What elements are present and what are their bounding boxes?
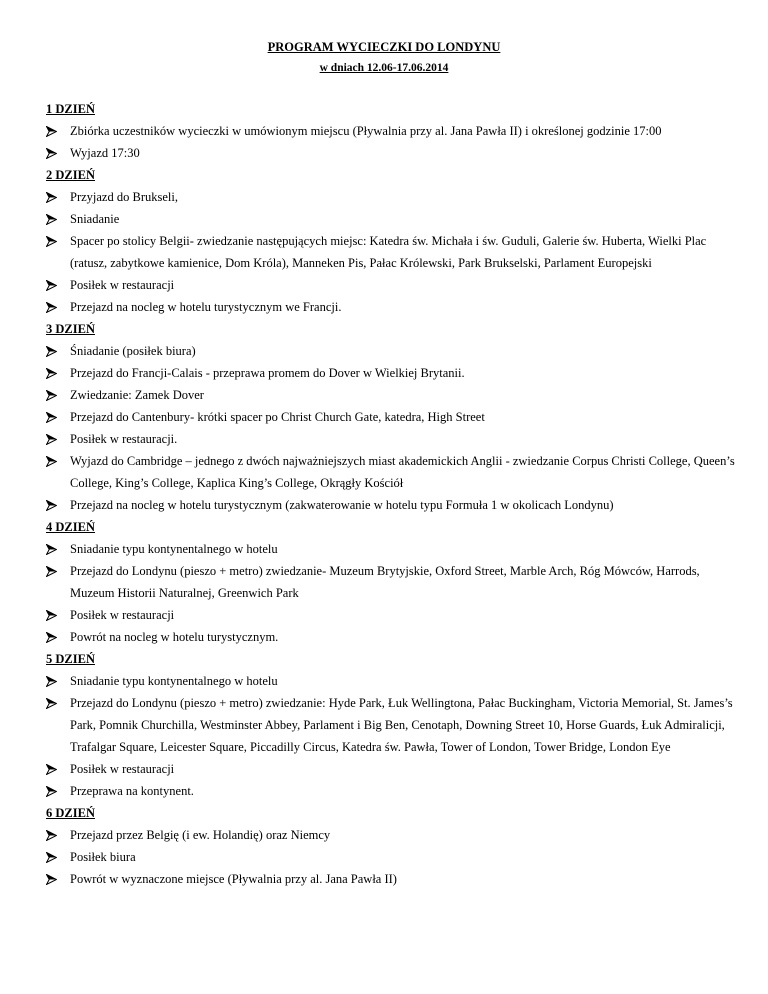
day-heading: 4 DZIEŃ [46,520,95,534]
list-item [46,626,736,648]
list-item [46,494,736,516]
day-section [46,516,736,648]
document-date-line: w dniach 12.06-17.06.2014 [319,62,449,74]
arrow-bullet-icon [46,362,70,384]
list-item-text: Powrót w wyznaczone miejsce (Pływalnia przy al. Jana Pawła II) [70,872,397,886]
list-item [46,428,736,450]
day-heading: 2 DZIEŃ [46,168,95,182]
arrow-bullet-icon [46,824,70,846]
arrow-bullet-icon [46,780,70,802]
day-section [46,164,736,318]
list-item-text: Przeprawa na kontynent. [70,784,194,798]
list-item [46,208,736,230]
arrow-bullet-icon [46,142,70,164]
list-item [46,868,736,890]
list-item-text: Sniadanie typu kontynentalnego w hotelu [70,674,278,688]
arrow-bullet-icon [46,406,70,428]
day-section [46,318,736,516]
list-item-text: Posiłek w restauracji. [70,432,178,446]
list-item-text: Spacer po stolicy Belgii- zwiedzanie następujących miejsc: Katedra św. Michała i św. Guduli, Galerie św. Huberta, Wielki Plac (ratusz, zabytkowe kamienice, Dom Króla), Manneken Pis, Pałac Królewski, Park Brukselski, Parlament Europejski [70,234,707,270]
list-item [46,846,736,868]
list-item-text: Posiłek w restauracji [70,608,175,622]
list-item [46,362,736,384]
list-item-text: Przejazd do Cantenbury- krótki spacer po Christ Church Gate, katedra, High Street [70,410,485,424]
list-item [46,230,736,274]
arrow-bullet-icon [46,428,70,450]
arrow-bullet-icon [46,120,70,142]
arrow-bullet-icon [46,626,70,648]
arrow-bullet-icon [46,868,70,890]
day-section [46,648,736,802]
list-item [46,758,736,780]
list-item [46,450,736,494]
list-item-text: Przejazd na nocleg w hotelu turystycznym (zakwaterowanie w hotelu typu Formuła 1 w okolicach Londynu) [70,498,614,512]
arrow-bullet-icon [46,494,70,516]
arrow-bullet-icon [46,538,70,560]
list-item-text: Przejazd do Francji-Calais - przeprawa promem do Dover w Wielkiej Brytanii. [70,366,465,380]
list-item-text: Sniadanie [70,212,120,226]
list-item-text: Przejazd do Londynu (pieszo + metro) zwiedzanie: Hyde Park, Łuk Wellingtona, Pałac Buckingham, Victoria Memorial, St. James’s Park, Pomnik Churchilla, Westminster Abbey, Parlament i Big Ben, Cenotaph, Downing Street 10, Horse Guards, Łuk Admiralicji, Trafalgar Square, Leicester Square, Piccadilly Circus, Katedra św. Pawła, Tower of London, Tower Bridge, London Eye [70,696,733,754]
arrow-bullet-icon [46,186,70,208]
list-item-text: Sniadanie typu kontynentalnego w hotelu [70,542,278,556]
list-item-text: Przyjazd do Brukseli, [70,190,178,204]
arrow-bullet-icon [46,340,70,362]
arrow-bullet-icon [46,274,70,296]
list-item [46,120,736,142]
day-heading: 6 DZIEŃ [46,806,95,820]
arrow-bullet-icon [46,296,70,318]
list-item [46,670,736,692]
arrow-bullet-icon [46,758,70,780]
list-item-text: Zbiórka uczestników wycieczki w umówionym miejscu (Pływalnia przy al. Jana Pawła II) i określonej godzinie 17:00 [70,124,662,138]
day-section [46,98,736,164]
list-item [46,824,736,846]
list-item [46,296,736,318]
list-item [46,384,736,406]
list-item-text: Posiłek biura [70,850,136,864]
day-section [46,802,736,890]
list-item [46,780,736,802]
arrow-bullet-icon [46,604,70,626]
arrow-bullet-icon [46,846,70,868]
list-item-text: Wyjazd do Cambridge – jednego z dwóch najważniejszych miast akademickich Anglii - zwiedzanie Corpus Christi College, Queen’s College, King’s College, Kaplica King’s College, Okrągły Kościół [70,454,735,490]
arrow-bullet-icon [46,384,70,406]
list-item-text: Przejazd przez Belgię (i ew. Holandię) oraz Niemcy [70,828,331,842]
list-item [46,142,736,164]
arrow-bullet-icon [46,670,70,692]
document-title: PROGRAM WYCIECZKI DO LONDYNU [267,40,501,54]
list-item [46,406,736,428]
list-item [46,560,736,604]
list-item-text: Posiłek w restauracji [70,762,175,776]
arrow-bullet-icon [46,560,70,604]
day-heading: 1 DZIEŃ [46,102,95,116]
list-item [46,340,736,362]
list-item-text: Przejazd do Londynu (pieszo + metro) zwiedzanie- Muzeum Brytyjskie, Oxford Street, Marble Arch, Róg Mówców, Harrods, Muzeum Historii Naturalnej, Greenwich Park [70,564,700,600]
list-item [46,274,736,296]
arrow-bullet-icon [46,692,70,758]
arrow-bullet-icon [46,208,70,230]
day-heading: 5 DZIEŃ [46,652,95,666]
list-item-text: Przejazd na nocleg w hotelu turystycznym we Francji. [70,300,342,314]
arrow-bullet-icon [46,450,70,494]
list-item [46,692,736,758]
list-item-text: Śniadanie (posiłek biura) [70,344,196,358]
list-item-text: Wyjazd 17:30 [70,146,140,160]
day-heading: 3 DZIEŃ [46,322,95,336]
list-item [46,186,736,208]
list-item [46,604,736,626]
arrow-bullet-icon [46,230,70,274]
list-item-text: Powrót na nocleg w hotelu turystycznym. [70,630,279,644]
list-item-text: Zwiedzanie: Zamek Dover [70,388,204,402]
list-item [46,538,736,560]
itinerary [46,98,736,890]
list-item-text: Posiłek w restauracji [70,278,175,292]
